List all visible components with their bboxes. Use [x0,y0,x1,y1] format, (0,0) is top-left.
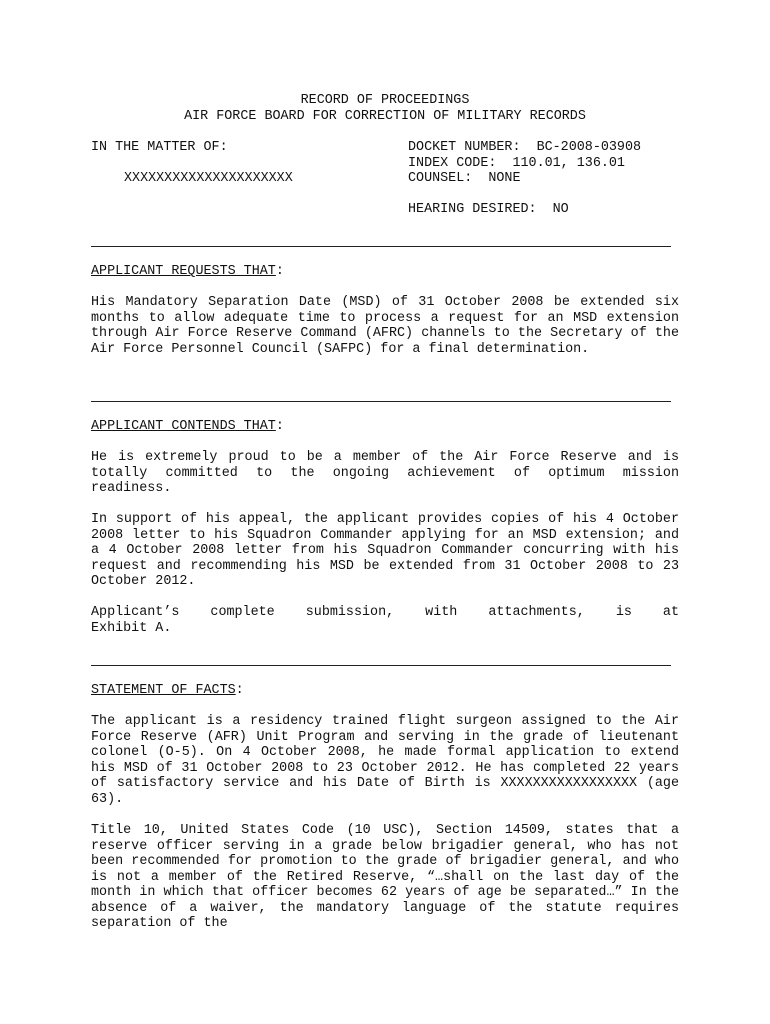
facts-heading-text: STATEMENT OF FACTS [91,683,236,698]
record-title: RECORD OF PROCEEDINGS [300,93,470,108]
section-divider [91,401,671,402]
contends-heading-colon: : [275,419,284,434]
requests-paragraph: His Mandatory Separation Date (MSD) of 31 October 2008 be extended six months to allow adequate time to process a request for an MSD extension through Air Force Reserve Command (AFRC) channels to the Secretary of the Air Force Personnel Council (SAFPC) for a final determination. [91,295,679,357]
index-code: INDEX CODE: 110.01, 136.01 [408,156,625,171]
docket-number: DOCKET NUMBER: BC-2008-03908 [408,140,642,155]
section-divider [91,665,671,666]
contends-heading-text: APPLICANT CONTENDS THAT [91,419,276,434]
contends-paragraph-2: In support of his appeal, the applicant provides copies of his 4 October 2008 letter to his Squadron Commander applying for an MSD extension; and a 4 October 2008 letter from his Squadron Commander concurring with his request and recommending his MSD be extended from 31 October 2008 to 23 October 2012. [91,512,679,589]
hearing-desired: HEARING DESIRED: NO [408,202,569,217]
facts-paragraph-2: Title 10, United States Code (10 USC), Section 14509, states that a reserve officer serving in a grade below brigadier general, who has not been recommended for promotion to the grade of brigadier general, and who is not a member of the Retired Reserve, “…shall on the last day of the month in which that officer becomes 62 years of age be separated…” In the absence of a waiver, the mandatory language of the statute requires separation of the [91,823,679,931]
requests-heading [91,264,284,280]
matter-label: IN THE MATTER OF: [91,140,228,155]
requests-heading-text: APPLICANT REQUESTS THAT [91,264,276,279]
contends-exhibit: Exhibit A. [91,621,172,636]
contends-paragraph-1: He is extremely proud to be a member of the Air Force Reserve and is totally committed to the ongoing achievement of optimum mission readiness. [91,450,679,496]
requests-heading-colon: : [275,264,284,279]
counsel: COUNSEL: NONE [408,171,521,186]
facts-paragraph-1: The applicant is a residency trained flight surgeon assigned to the Air Force Reserve (AFR) Unit Program and serving in the grade of lieutenant colonel (O-5). On 4 October 2008, he made formal application to extend his MSD of 31 October 2008 to 23 October 2012. He has completed 22 years of satisfactory service and his Date of Birth is XXXXXXXXXXXXXXXXX (age 63). [91,714,679,807]
facts-heading-colon: : [235,683,244,698]
section-divider [91,246,671,247]
contends-paragraph-3: Applicant’s complete submission, with attachments, is at [91,605,679,620]
applicant-name-redacted: XXXXXXXXXXXXXXXXXXXXX [124,171,293,186]
board-title: AIR FORCE BOARD FOR CORRECTION OF MILITARY RECORDS [184,109,586,124]
contends-heading [91,419,284,435]
facts-heading [91,683,244,699]
